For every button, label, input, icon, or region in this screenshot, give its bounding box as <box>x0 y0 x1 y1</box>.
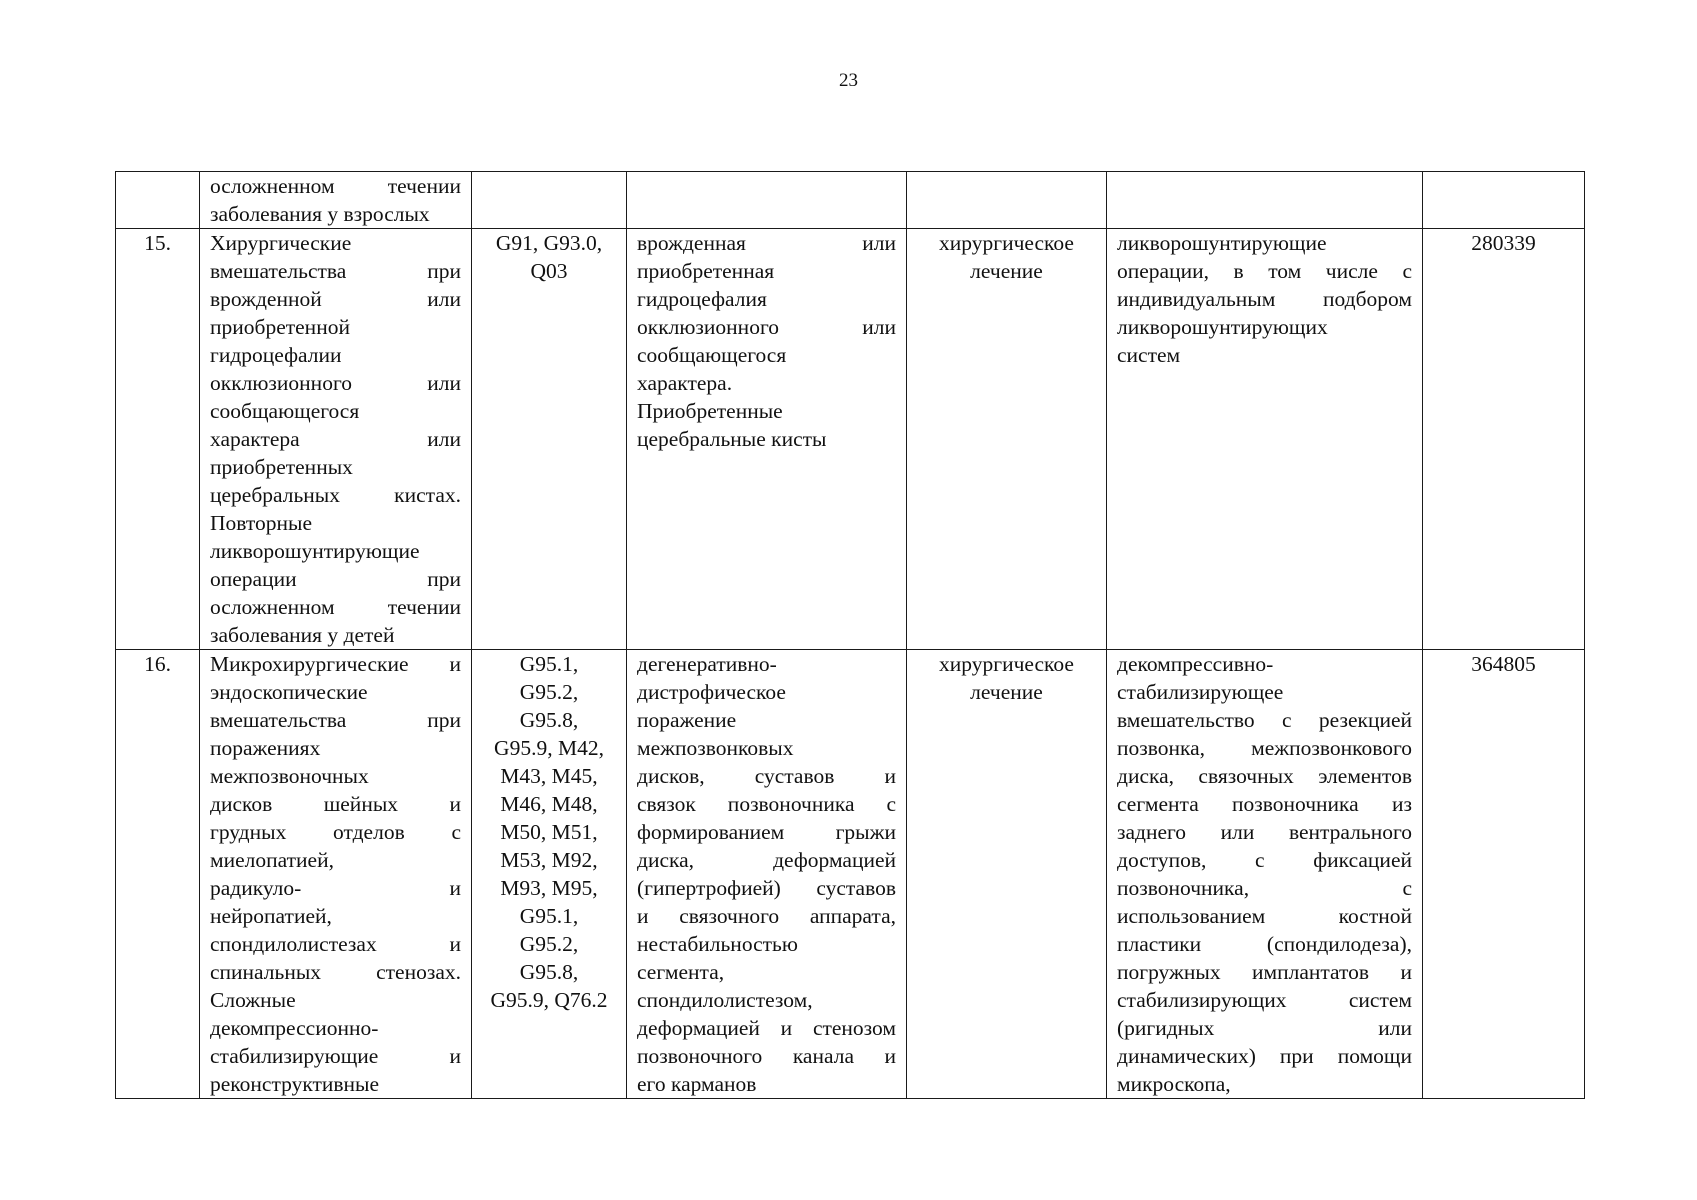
cell-line: осложненном течении <box>210 595 461 619</box>
cell-line: приобретенная <box>637 259 775 283</box>
cell-line: Q03 <box>530 259 568 283</box>
cell-line: Хирургические <box>210 231 352 255</box>
price: 280339 <box>1423 229 1585 650</box>
price <box>1423 172 1585 229</box>
cell-line: дисков, суставов и <box>637 764 896 788</box>
cell-line: заболевания у взрослых <box>210 202 430 226</box>
cell-line: декомпрессионно- <box>210 1016 379 1040</box>
cell-line: индивидуальным подбором <box>1117 287 1412 311</box>
cell-line: динамических) при помощи <box>1117 1044 1412 1068</box>
cell-line: его карманов <box>637 1072 757 1096</box>
cell-line: заднего или вентрального <box>1117 820 1412 844</box>
cell-line: M50, M51, <box>500 820 598 844</box>
cell-line: M46, M48, <box>500 792 598 816</box>
cell-line: Микрохирургические и <box>210 652 461 676</box>
cell-line: G95.1, <box>519 904 579 928</box>
cell-line: межпозвоночных <box>210 764 369 788</box>
cell-line: приобретенных <box>210 455 353 479</box>
cell-line: нестабильностью <box>637 932 798 956</box>
cell-line: дегенеративно- <box>637 652 777 676</box>
cell-line: микроскопа, <box>1117 1072 1231 1096</box>
cell-line: дисков шейных и <box>210 792 461 816</box>
cell-line: межпозвонковых <box>637 736 794 760</box>
icd-codes <box>472 229 627 650</box>
diagnosis <box>627 229 907 650</box>
treatment-method <box>1107 650 1423 1099</box>
cell-line: стабилизирующих систем <box>1117 988 1412 1012</box>
intervention-name <box>200 172 472 229</box>
procedures-table <box>115 171 1585 1099</box>
treatment-method <box>1107 172 1423 229</box>
treatment-type <box>907 229 1107 650</box>
cell-line: сегмента, <box>637 960 725 984</box>
intervention-name <box>200 650 472 1099</box>
table-row <box>116 229 1585 650</box>
cell-line: (гипертрофией) суставов <box>637 876 896 900</box>
cell-line: поражениях <box>210 736 321 760</box>
cell-line: сегмента позвоночника из <box>1117 792 1412 816</box>
cell-line: диска, деформацией <box>637 848 896 872</box>
cell-line: характера. <box>637 371 733 395</box>
cell-line: осложненном течении <box>210 174 461 198</box>
cell-line: G91, G93.0, <box>495 231 603 255</box>
cell-line: врожденная или <box>637 231 896 255</box>
cell-line: церебральные кисты <box>637 427 827 451</box>
cell-line: сообщающегося <box>637 343 787 367</box>
cell-line: G95.2, <box>519 680 579 704</box>
cell-line: (ригидных или <box>1117 1016 1412 1040</box>
cell-line: лечение <box>970 259 1043 283</box>
cell-line: M93, M95, <box>500 876 598 900</box>
cell-line: G95.9, M42, <box>494 736 604 760</box>
cell-line: пластики (спондилодеза), <box>1117 932 1412 956</box>
page-number: 23 <box>839 70 858 91</box>
cell-line: хирургическое <box>939 231 1074 255</box>
table-row <box>116 172 1585 229</box>
cell-line: операции, в том числе с <box>1117 259 1412 283</box>
cell-line: гидроцефалии <box>210 343 342 367</box>
cell-line: декомпрессивно- <box>1117 652 1274 676</box>
cell-line: дистрофическое <box>637 680 786 704</box>
diagnosis <box>627 172 907 229</box>
cell-line: сообщающегося <box>210 399 360 423</box>
cell-line: позвонка, межпозвонкового <box>1117 736 1412 760</box>
cell-line: G95.9, Q76.2 <box>490 988 608 1012</box>
cell-line: позвоночника, с <box>1117 876 1412 900</box>
cell-line: радикуло- и <box>210 876 461 900</box>
cell-line: G95.8, <box>519 708 579 732</box>
cell-line: эндоскопические <box>210 680 368 704</box>
cell-line: грудных отделов с <box>210 820 461 844</box>
cell-line: гидроцефалия <box>637 287 767 311</box>
cell-line: заболевания у детей <box>210 623 395 647</box>
cell-line: церебральных кистах. <box>210 483 461 507</box>
cell-line: окклюзионного или <box>637 315 896 339</box>
cell-line: G95.1, <box>519 652 579 676</box>
icd-codes <box>472 650 627 1099</box>
icd-codes <box>472 172 627 229</box>
cell-line: операции при <box>210 567 461 591</box>
cell-line: M43, M45, <box>500 764 598 788</box>
cell-line: вмешательства при <box>210 708 461 732</box>
table-row <box>116 650 1585 1099</box>
treatment-method <box>1107 229 1423 650</box>
cell-line: нейропатией, <box>210 904 332 928</box>
treatment-type <box>907 172 1107 229</box>
row-number: 16. <box>116 650 200 1099</box>
cell-line: ликворошунтирующие <box>210 539 420 563</box>
cell-line: позвоночного канала и <box>637 1044 896 1068</box>
cell-line: миелопатией, <box>210 848 334 872</box>
price: 364805 <box>1423 650 1585 1099</box>
cell-line: стабилизирующее <box>1117 680 1284 704</box>
intervention-name <box>200 229 472 650</box>
treatment-type <box>907 650 1107 1099</box>
cell-line: спондилолистезах и <box>210 932 461 956</box>
cell-line: Сложные <box>210 988 296 1012</box>
cell-line: и связочного аппарата, <box>637 904 896 928</box>
row-number: 15. <box>116 229 200 650</box>
cell-line: систем <box>1117 343 1181 367</box>
diagnosis <box>627 650 907 1099</box>
cell-line: деформацией и стенозом <box>637 1016 896 1040</box>
cell-line: G95.2, <box>519 932 579 956</box>
row-number <box>116 172 200 229</box>
cell-line: вмешательства при <box>210 259 461 283</box>
cell-line: G95.8, <box>519 960 579 984</box>
cell-line: связок позвоночника с <box>637 792 896 816</box>
cell-line: реконструктивные <box>210 1072 380 1096</box>
cell-line: спондилолистезом, <box>637 988 813 1012</box>
cell-line: ликворошунтирующих <box>1117 315 1328 339</box>
cell-line: Приобретенные <box>637 399 783 423</box>
cell-line: ликворошунтирующие <box>1117 231 1327 255</box>
cell-line: вмешательство с резекцией <box>1117 708 1412 732</box>
cell-line: погружных имплантатов и <box>1117 960 1412 984</box>
cell-line: лечение <box>970 680 1043 704</box>
cell-line: использованием костной <box>1117 904 1412 928</box>
cell-line: диска, связочных элементов <box>1117 764 1412 788</box>
cell-line: поражение <box>637 708 737 732</box>
cell-line: хирургическое <box>939 652 1074 676</box>
cell-line: Повторные <box>210 511 312 535</box>
cell-line: спинальных стенозах. <box>210 960 461 984</box>
cell-line: M53, M92, <box>500 848 598 872</box>
cell-line: доступов, с фиксацией <box>1117 848 1412 872</box>
cell-line: приобретенной <box>210 315 350 339</box>
cell-line: характера или <box>210 427 461 451</box>
cell-line: формированием грыжи <box>637 820 896 844</box>
cell-line: врожденной или <box>210 287 461 311</box>
cell-line: окклюзионного или <box>210 371 461 395</box>
cell-line: стабилизирующие и <box>210 1044 461 1068</box>
